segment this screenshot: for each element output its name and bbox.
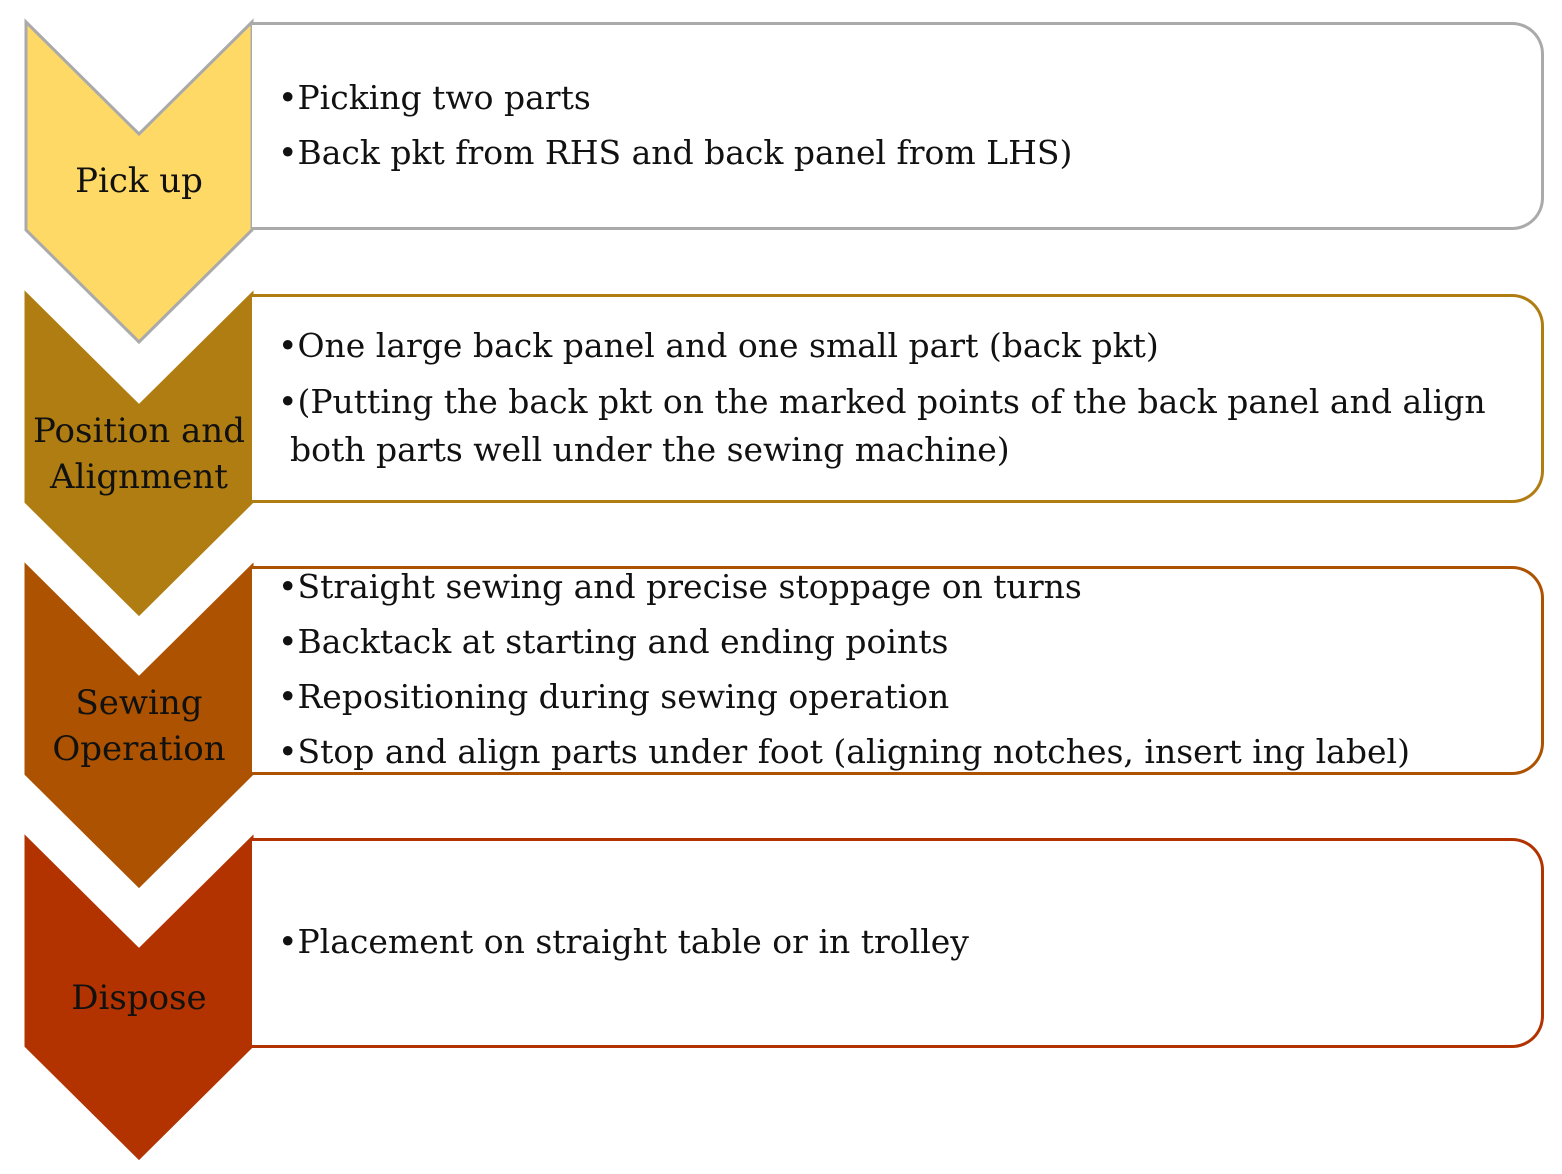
step-2-label: Position and Alignment (33, 411, 245, 497)
step-3-item-4: •Stop and align parts under foot (aligning notches, insert ing label) (278, 732, 1410, 771)
step-2-item-1: •One large back panel and one small part (back pkt) (278, 326, 1159, 365)
step-2-item-2: •(Putting the back pkt on the marked points of the back panel and align (278, 382, 1486, 421)
step-4-item-1: •Placement on straight table or in trolley (278, 922, 969, 961)
step-3-item-2: •Backtack at starting and ending points (278, 622, 949, 661)
step-3-item-3: •Repositioning during sewing operation (278, 677, 950, 716)
step-1-detail-box (252, 22, 1544, 230)
step-2-item-2-line-2: both parts well under the sewing machine) (290, 430, 1010, 469)
step-1-label: Pick up (75, 161, 203, 201)
step-3-label: Sewing Operation (52, 683, 226, 769)
step-3-item-1: •Straight sewing and precise stoppage on turns (278, 567, 1082, 606)
step-4-label: Dispose (71, 978, 207, 1018)
step-1-item-2: •Back pkt from RHS and back panel from LHS) (278, 133, 1073, 172)
step-1-item-1: •Picking two parts (278, 78, 591, 117)
